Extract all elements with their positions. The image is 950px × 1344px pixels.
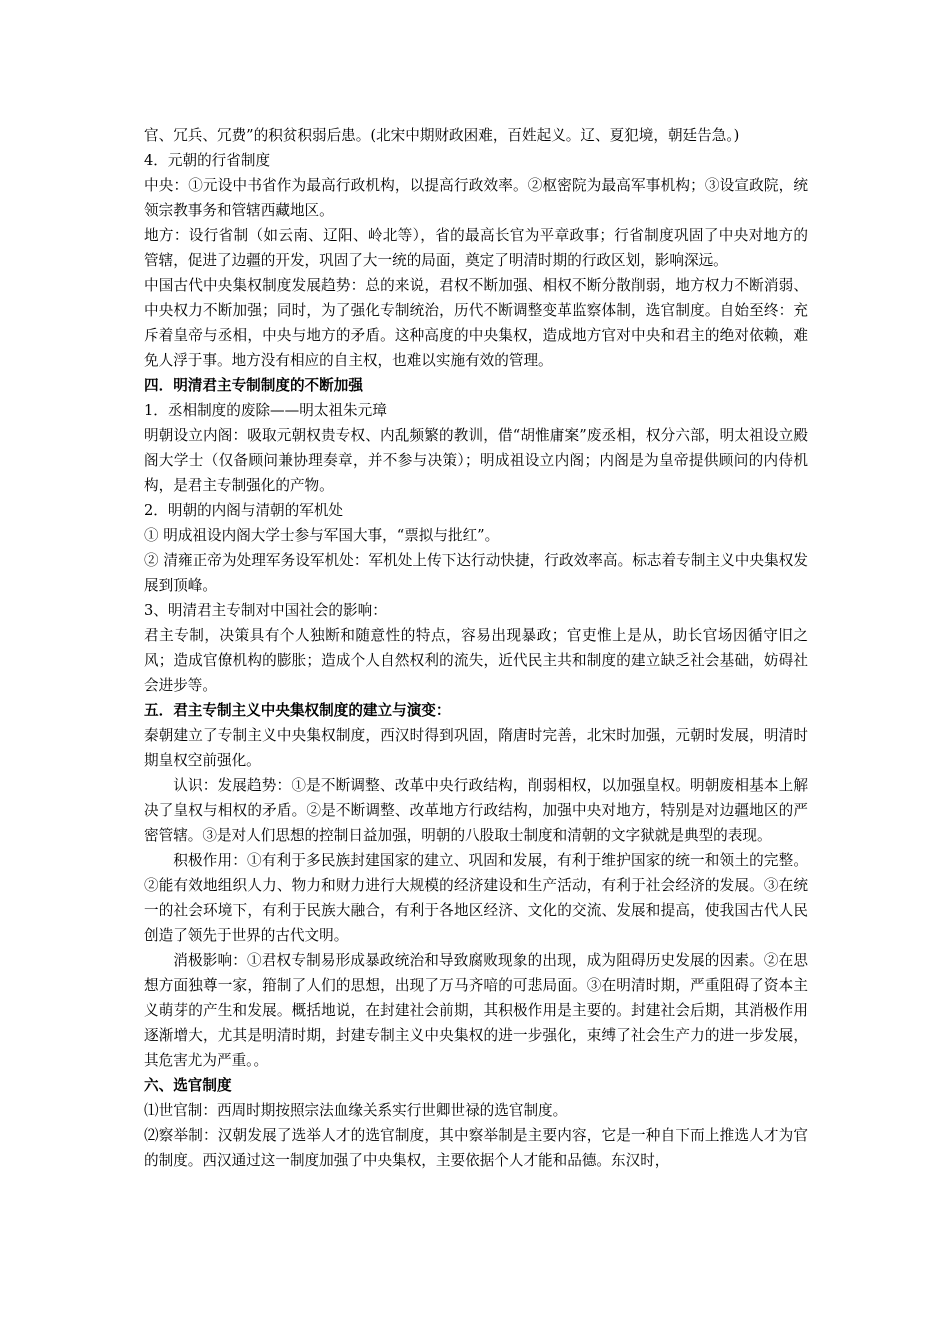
paragraph-2: 4．元朝的行省制度	[144, 152, 271, 169]
paragraph-12: 3、明清君主专制对中国社会的影响：	[144, 602, 387, 619]
section-heading-5: 五．君主专制主义中央集权制度的建立与演变：	[144, 702, 451, 719]
paragraph-5: 中国古代中央集权制度发展趋势：总的来说，君权不断加强、相权不断分散削弱，地方权力不断消弱、中央权力不断加强；同时，为了强化专制统治，历代不断调整变革监察体制，选官制度。自始至终：充斥着皇帝与丞相，中央与地方的矛盾。这种高度的中央集权，造成地方官对中央和君主的绝对依赖，难免人浮于事。地方没有相应的自主权，也难以实施有效的管理。	[144, 277, 808, 369]
document-page	[144, 123, 808, 1173]
paragraph-1: 官、冗兵、冗费”的积贫积弱后患。(北宋中期财政困难，百姓起义。辽、夏犯境，朝廷告急。)	[144, 127, 740, 144]
paragraph-4: 地方：设行省制（如云南、辽阳、岭北等），省的最高长官为平章政事；行省制度巩固了中央对地方的管辖，促进了边疆的开发，巩固了大一统的局面，奠定了明清时期的行政区划，影响深远。	[144, 227, 808, 269]
paragraph-10: ① 明成祖设内阁大学士参与军国大事，“票拟与批红”。	[144, 527, 500, 544]
paragraph-18: 消极影响：①君权专制易形成暴政统治和导致腐败现象的出现，成为阻碍历史发展的因素。②在思想方面独尊一家，箝制了人们的思想，出现了万马齐喑的可悲局面。③在明清时期，严重阻碍了资本主义萌芽的产生和发展。概括地说，在封建社会前期，其积极作用是主要的。封建社会后期，其消极作用逐渐增大，尤其是明清时期，封建专制主义中央集权的进一步强化，束缚了社会生产力的进一步发展，其危害尤为严重。。	[144, 952, 808, 1069]
section-heading-6: 六、选官制度	[144, 1077, 232, 1094]
paragraph-17: 积极作用：①有利于多民族封建国家的建立、巩固和发展，有利于维护国家的统一和领土的完整。②能有效地组织人力、物力和财力进行大规模的经济建设和生产活动，有利于社会经济的发展。③在统一的社会环境下，有利于民族大融合，有利于各地区经济、文化的交流、发展和提高，使我国古代人民创造了领先于世界的古代文明。	[144, 852, 808, 944]
paragraph-8: 明朝设立内阁：吸取元朝权贵专权、内乱频繁的教训，借“胡惟庸案”废丞相，权分六部，明太祖设立殿阁大学士（仅备顾问兼协理奏章，并不参与决策）；明成祖设立内阁；内阁是为皇帝提供顾问的内侍机构，是君主专制强化的产物。	[144, 427, 808, 494]
paragraph-15: 秦朝建立了专制主义中央集权制度，西汉时得到巩固，隋唐时完善，北宋时加强，元朝时发展，明清时期皇权空前强化。	[144, 727, 808, 769]
paragraph-3: 中央：①元设中书省作为最高行政机构，以提高行政效率。②枢密院为最高军事机构；③设宣政院，统领宗教事务和管辖西藏地区。	[144, 177, 808, 219]
paragraph-16: 认识：发展趋势：①是不断调整、改革中央行政结构，削弱相权，以加强皇权。明朝废相基本上解决了皇权与相权的矛盾。②是不断调整、改革地方行政结构，加强中央对地方，特别是对边疆地区的严密管辖。③是对人们思想的控制日益加强，明朝的八股取士制度和清朝的文字狱就是典型的表现。	[144, 777, 808, 844]
paragraph-7: 1．丞相制度的废除——明太祖朱元璋	[144, 402, 387, 419]
paragraph-9: 2．明朝的内阁与清朝的军机处	[144, 502, 344, 519]
paragraph-13: 君主专制，决策具有个人独断和随意性的特点，容易出现暴政；官吏惟上是从，助长官场因循守旧之风；造成官僚机构的膨胀；造成个人自然权利的流失，近代民主共和制度的建立缺乏社会基础，妨碍社会进步等。	[144, 627, 808, 694]
section-heading-4: 四．明清君主专制制度的不断加强	[144, 377, 363, 394]
paragraph-20: ⑴世官制：西周时期按照宗法血缘关系实行世卿世禄的选官制度。	[144, 1102, 568, 1119]
paragraph-11: ② 清雍正帝为处理军务设军机处：军机处上传下达行动快捷，行政效率高。标志着专制主义中央集权发展到顶峰。	[144, 552, 808, 594]
paragraph-21: ⑵察举制：汉朝发展了选举人才的选官制度，其中察举制是主要内容，它是一种自下而上推选人才为官的制度。西汉通过这一制度加强了中央集权，主要依据个人才能和品德。东汉时，	[144, 1127, 808, 1169]
